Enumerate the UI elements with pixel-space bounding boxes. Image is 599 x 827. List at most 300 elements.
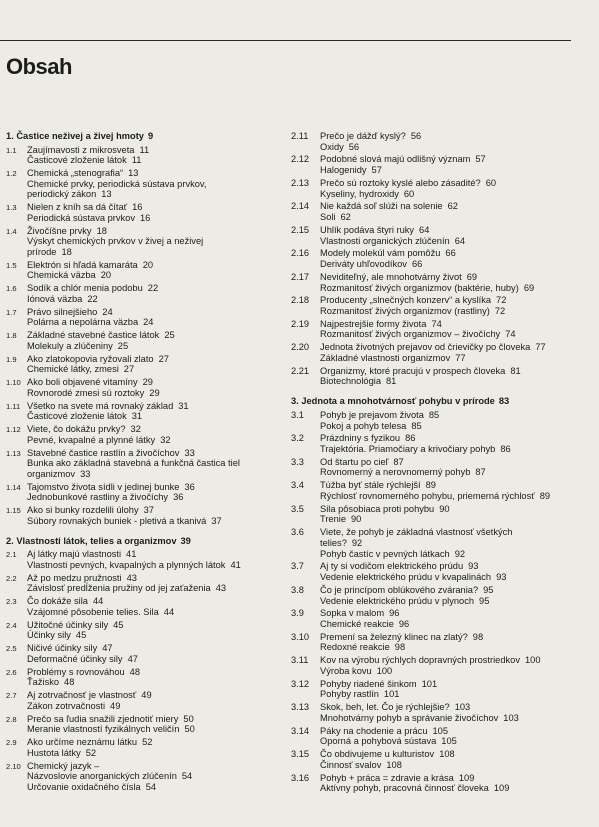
entry-text: Jednobunkové rastliny a živočíchy <box>27 492 169 503</box>
entry-line <box>320 248 591 259</box>
entry-line <box>27 189 288 200</box>
entry-text: Ako boli objavené vitamíny <box>27 377 138 388</box>
section-page-number: 83 <box>498 396 510 407</box>
entry-page-number: 74 <box>431 318 442 329</box>
entry-page-number: 108 <box>386 759 402 770</box>
entry-page-number: 47 <box>102 643 113 654</box>
entry-page-number: 98 <box>394 642 406 653</box>
entry-page-number: 93 <box>496 572 507 583</box>
entry-line <box>27 168 288 179</box>
entry-page-number: 13 <box>128 168 139 179</box>
entry-text: Živočíšne prvky <box>27 225 92 236</box>
entry-text: Základné vlastnosti organizmov <box>320 352 451 363</box>
entry-page-number: 50 <box>183 713 194 724</box>
entry-page-number: 109 <box>493 783 510 794</box>
entry-page-number: 62 <box>340 212 351 223</box>
toc-entry <box>6 260 288 281</box>
entry-text: Časticové zloženie látok <box>27 155 127 166</box>
entry-text: Čo dokáže sila <box>27 596 88 607</box>
entry-page-number: 33 <box>184 447 195 458</box>
toc-entry <box>291 773 591 794</box>
entry-text: Trenie <box>320 514 347 525</box>
entry-page-number: 100 <box>524 655 541 666</box>
toc-entry <box>6 202 288 223</box>
entry-page-number: 24 <box>102 306 113 317</box>
entry-number: 1.12 <box>6 425 21 435</box>
entry-number: 1.14 <box>6 482 21 492</box>
entry-text: Premení sa železný klinec na zlatý? <box>320 631 468 642</box>
entry-number: 3.1 <box>291 409 304 420</box>
entry-text: Základné stavebné častice látok <box>27 330 160 341</box>
entry-text: Stavebné častice rastlín a živočíchov <box>27 447 180 458</box>
entry-text: Iónová väzba <box>27 293 83 304</box>
entry-line <box>320 295 591 306</box>
entry-number: 1.7 <box>6 307 17 317</box>
entry-text: Pohyb častíc v pevných látkach <box>320 548 450 559</box>
entry-text: Ako určíme neznámu látku <box>27 737 138 748</box>
entry-text: Chemické prvky, periodická sústava prvkov, <box>27 178 207 189</box>
entry-body <box>27 307 288 328</box>
section-gap <box>291 389 591 396</box>
entry-page-number: 64 <box>454 235 466 246</box>
entry-page-number: 95 <box>479 595 490 606</box>
entry-line <box>320 702 591 713</box>
entry-line <box>320 189 591 200</box>
entry-text: Výskyt chemických prvkov v živej a neživej <box>27 236 204 247</box>
entry-number: 2.1 <box>6 550 17 560</box>
toc-entry <box>6 377 288 398</box>
toc-entry <box>6 573 288 594</box>
entry-page-number: 89 <box>539 490 551 501</box>
entry-text: Vlastnosti pevných, kvapalných a plynných látok <box>27 559 226 570</box>
toc-entry <box>291 561 591 582</box>
entry-text: Prečo je dážď kyslý? <box>320 131 406 141</box>
toc-entry <box>6 667 288 688</box>
entry-body <box>27 737 288 758</box>
toc-entry <box>6 549 288 570</box>
entry-line <box>27 411 288 422</box>
entry-text: Názvoslovie anorganických zlúčenín <box>27 771 177 782</box>
entry-text: prírode <box>27 246 57 257</box>
entry-text: Problémy s rovnováhou <box>27 666 125 677</box>
toc-entry <box>6 283 288 304</box>
entry-text: Užitočné účinky sily <box>27 619 109 630</box>
entry-body <box>320 201 591 222</box>
entry-number: 1.9 <box>6 354 17 364</box>
toc-entry <box>291 749 591 770</box>
entry-text: Deriváty uhľovodíkov <box>320 259 407 270</box>
entry-body <box>320 504 591 525</box>
entry-body <box>27 667 288 688</box>
entry-number: 2.8 <box>6 714 17 724</box>
entry-line <box>320 549 591 560</box>
entry-line <box>320 783 591 794</box>
entry-text: Zaujímavosti z mikrosveta <box>27 144 135 155</box>
toc-entry <box>6 307 288 328</box>
entry-line <box>27 226 288 237</box>
entry-line <box>27 737 288 748</box>
entry-text: Právo silnejšieho <box>27 306 98 317</box>
toc-entry <box>291 272 591 293</box>
entry-number: 3.14 <box>291 725 310 736</box>
entry-page-number: 77 <box>455 352 466 363</box>
entry-page-number: 49 <box>141 690 152 701</box>
entry-page-number: 57 <box>371 165 382 176</box>
entry-line <box>27 317 288 328</box>
entry-page-number: 81 <box>386 376 397 387</box>
entry-text: Rozmanitosť živých organizmov – živočíchy <box>320 329 501 340</box>
entry-text: Sila pôsobiaca proti pohybu <box>320 503 435 514</box>
toc-entry <box>291 679 591 700</box>
entry-line <box>27 620 288 631</box>
entry-line <box>320 666 591 677</box>
entry-text: Ťažisko <box>27 677 60 688</box>
entry-number: 2.18 <box>291 295 310 306</box>
entry-text: Až po medzu pružnosti <box>27 572 122 583</box>
entry-line <box>27 492 288 503</box>
toc-entry <box>291 726 591 747</box>
entry-line <box>27 607 288 618</box>
entry-text: Časticové zloženie látok <box>27 411 127 422</box>
entry-text: Polárna a nepolárna väzba <box>27 317 139 328</box>
entry-text: Oxidy <box>320 141 344 152</box>
toc-entry <box>6 354 288 375</box>
entry-page-number: 96 <box>389 608 400 619</box>
entry-number: 1.5 <box>6 260 17 270</box>
entry-body <box>320 749 591 770</box>
entry-line <box>320 642 591 653</box>
entry-body <box>320 366 591 387</box>
toc-entry <box>6 424 288 445</box>
entry-line <box>27 714 288 725</box>
entry-number: 2.9 <box>6 738 17 748</box>
entry-body <box>27 377 288 398</box>
toc-entry <box>6 714 288 735</box>
entry-line <box>27 596 288 607</box>
entry-body <box>320 585 591 606</box>
entry-body <box>320 561 591 582</box>
entry-line <box>320 491 591 502</box>
entry-text: Vedenie elektrického prúdu v kvapalinách <box>320 572 492 583</box>
entry-text: Periodická sústava prvkov <box>27 212 135 223</box>
entry-text: Halogenidy <box>320 165 367 176</box>
toc-entry <box>291 201 591 222</box>
entry-line <box>27 560 288 571</box>
entry-line <box>27 179 288 190</box>
entry-text: Uhlík podáva štyri ruky <box>320 224 415 235</box>
entry-text: Prečo sú roztoky kyslé alebo zásadité? <box>320 177 481 188</box>
entry-line <box>27 294 288 305</box>
entry-line <box>320 410 591 421</box>
entry-page-number: 48 <box>129 666 141 677</box>
section-title: 1. Častice neživej a živej hmoty <box>6 131 144 141</box>
entry-number: 3.16 <box>291 772 310 783</box>
entry-text: Sopka v malom <box>320 608 385 619</box>
entry-line <box>27 771 288 782</box>
entry-text: Výroba kovu <box>320 665 372 676</box>
entry-body <box>320 527 591 559</box>
entry-text: telies? <box>320 537 347 548</box>
entry-line <box>320 306 591 317</box>
entry-line <box>320 236 591 247</box>
entry-text: Ako zlatokopovia ryžovali zlato <box>27 353 154 364</box>
toc-entry <box>6 226 288 258</box>
entry-text: Určovanie oxidačného čísla <box>27 781 141 792</box>
toc-entry <box>6 690 288 711</box>
entry-text: Elektrón si hľadá kamaráta <box>27 259 138 270</box>
entry-page-number: 45 <box>75 630 87 641</box>
entry-page-number: 72 <box>496 295 507 306</box>
toc-entry <box>6 596 288 617</box>
entry-line <box>27 377 288 388</box>
entry-page-number: 90 <box>351 514 362 525</box>
entry-page-number: 103 <box>454 702 471 713</box>
entry-page-number: 20 <box>100 270 112 281</box>
entry-line <box>27 354 288 365</box>
entry-page-number: 32 <box>160 434 171 445</box>
entry-body <box>27 424 288 445</box>
entry-line <box>320 514 591 525</box>
toc-entry <box>291 131 591 152</box>
entry-line <box>27 724 288 735</box>
entry-page-number: 105 <box>432 725 449 736</box>
entry-text: Činnosť svalov <box>320 759 382 770</box>
entry-number: 1.10 <box>6 378 21 388</box>
entry-line <box>320 596 591 607</box>
entry-page-number: 93 <box>468 561 479 572</box>
entry-number: 2.15 <box>291 224 310 235</box>
entry-number: 2.2 <box>6 573 17 583</box>
entry-number: 1.13 <box>6 448 21 458</box>
entry-line <box>320 504 591 515</box>
entry-number: 3.13 <box>291 702 310 713</box>
entry-text: Túžba byť stále rýchlejší <box>320 480 421 491</box>
entry-text: Rozmanitosť živých organizmov (rastliny) <box>320 305 490 316</box>
entry-text: Neviditeľný, ale mnohotvárny život <box>320 271 462 282</box>
entry-text: Čo je princípom oblúkového zvárania? <box>320 584 479 595</box>
entry-text: Soli <box>320 212 336 223</box>
entry-page-number: 109 <box>458 772 475 783</box>
entry-line <box>27 782 288 793</box>
entry-body <box>320 433 591 454</box>
toc-entry <box>291 319 591 340</box>
entry-line <box>27 388 288 399</box>
entry-line <box>27 341 288 352</box>
section-page-number: 9 <box>147 131 154 141</box>
entry-page-number: 49 <box>110 700 121 711</box>
entry-body <box>320 410 591 431</box>
entry-number: 3.12 <box>291 678 310 689</box>
entry-page-number: 95 <box>483 584 494 595</box>
entry-text: Pevné, kvapalné a plynné látky <box>27 434 156 445</box>
toc-entry <box>6 620 288 641</box>
toc-entry <box>291 608 591 629</box>
entry-line <box>320 272 591 283</box>
entry-line <box>320 726 591 737</box>
entry-page-number: 86 <box>405 433 416 444</box>
entry-page-number: 44 <box>163 606 175 617</box>
entry-body <box>27 482 288 503</box>
entry-number: 1.11 <box>6 401 21 411</box>
entry-line <box>320 433 591 444</box>
entry-text: Podobné slová majú odlišný význam <box>320 154 471 165</box>
entry-page-number: 22 <box>87 293 98 304</box>
entry-page-number: 25 <box>117 340 129 351</box>
entry-text: Viete, čo dokážu prvky? <box>27 424 126 435</box>
entry-line <box>27 458 288 469</box>
entry-text: Redoxné reakcie <box>320 642 390 653</box>
entry-text: Vedenie elektrického prúdu v plynoch <box>320 595 475 606</box>
toc-entry <box>6 643 288 664</box>
entry-body <box>320 272 591 293</box>
entry-text: periodický zákon <box>27 189 97 200</box>
entry-text: Chemický jazyk – <box>27 760 100 771</box>
entry-line <box>320 154 591 165</box>
entry-text: Rozmanitosť živých organizmov (baktérie, huby) <box>320 282 519 293</box>
toc-entry <box>6 448 288 480</box>
entry-page-number: 62 <box>447 201 458 212</box>
toc-entry <box>291 342 591 363</box>
entry-page-number: 44 <box>92 596 104 607</box>
entry-number: 2.20 <box>291 342 310 353</box>
entry-page-number: 86 <box>500 444 511 454</box>
entry-text: Molekuly a zlúčeniny <box>27 340 113 351</box>
toc-entry <box>291 632 591 653</box>
entry-line <box>27 701 288 712</box>
entry-line <box>320 632 591 643</box>
entry-page-number: 18 <box>96 225 107 236</box>
entry-line <box>27 690 288 701</box>
entry-number: 3.9 <box>291 608 304 619</box>
entry-number: 2.6 <box>6 667 17 677</box>
entry-line <box>27 583 288 594</box>
entry-body <box>27 620 288 641</box>
section-title: 2. Vlastnosti látok, telies a organizmov <box>6 535 177 546</box>
entry-text: Mnohotvárny pohyb a správanie živočíchov <box>320 712 499 723</box>
entry-page-number: 105 <box>441 736 457 747</box>
entry-line <box>320 773 591 784</box>
entry-text: Rýchlosť rovnomerného pohybu, priemerná rýchlosť <box>320 490 535 501</box>
entry-body <box>27 330 288 351</box>
entry-line <box>27 364 288 375</box>
entry-line <box>27 761 288 772</box>
section-heading <box>291 396 591 407</box>
toc-entry <box>6 505 288 526</box>
entry-number: 3.4 <box>291 480 304 491</box>
entry-text: Prázdniny s fyzikou <box>320 433 401 444</box>
entry-number: 1.8 <box>6 331 17 341</box>
toc-entry <box>291 585 591 606</box>
entry-text: Chemická „stenografia“ <box>27 168 124 179</box>
entry-line <box>27 202 288 213</box>
entry-number: 3.5 <box>291 503 304 514</box>
entry-body <box>27 226 288 258</box>
entry-number: 1.1 <box>6 145 17 155</box>
entry-text: Aktívny pohyb, pracovná činnosť človeka <box>320 783 489 794</box>
entry-body <box>320 702 591 723</box>
entry-page-number: 92 <box>454 548 466 559</box>
entry-body <box>320 131 591 152</box>
header-rule <box>0 40 571 41</box>
entry-page-number: 20 <box>142 259 154 270</box>
entry-number: 1.4 <box>6 226 17 236</box>
entry-body <box>27 260 288 281</box>
toc-entry <box>291 178 591 199</box>
toc-entry <box>6 761 288 793</box>
entry-page-number: 48 <box>64 677 75 688</box>
entry-line <box>320 760 591 771</box>
entry-page-number: 18 <box>61 246 72 257</box>
entry-body <box>27 448 288 480</box>
entry-page-number: 66 <box>445 248 456 259</box>
entry-line <box>27 435 288 446</box>
entry-page-number: 69 <box>523 282 535 293</box>
toc-entry <box>291 248 591 269</box>
entry-text: Ničivé účinky sily <box>27 643 98 654</box>
section-heading <box>6 131 288 142</box>
entry-line <box>320 585 591 596</box>
entry-page-number: 47 <box>127 653 138 664</box>
entry-text: Modely molekúl vám pomôžu <box>320 248 441 259</box>
entry-number: 2.4 <box>6 620 17 630</box>
entry-number: 3.10 <box>291 631 310 642</box>
entry-line <box>27 236 288 247</box>
entry-number: 2.17 <box>291 271 310 282</box>
entry-body <box>27 761 288 793</box>
entry-text: Producenty „slnečných konzerv“ a kyslíka <box>320 295 492 306</box>
toc-entry <box>291 295 591 316</box>
entry-text: Rovnorodé zmesi sú roztoky <box>27 387 145 398</box>
entry-text: Biotechnológia <box>320 376 381 387</box>
entry-page-number: 24 <box>143 317 154 328</box>
entry-line <box>320 572 591 583</box>
entry-line <box>320 259 591 270</box>
entry-page-number: 108 <box>439 749 455 760</box>
entry-line <box>27 482 288 493</box>
toc-entry <box>6 330 288 351</box>
entry-body <box>320 679 591 700</box>
entry-line <box>27 424 288 435</box>
entry-line <box>320 178 591 189</box>
entry-text: Trajektória. Priamočiary a krivočiary pohyb <box>320 444 496 454</box>
entry-number: 3.3 <box>291 456 304 467</box>
entry-text: Vzájomné pôsobenie telies. Sila <box>27 606 159 617</box>
entry-text: Prečo sa ľudia snažili zjednotiť miery <box>27 713 179 724</box>
entry-number: 2.13 <box>291 177 310 188</box>
entry-number: 2.7 <box>6 691 17 701</box>
entry-text: Organizmy, ktoré pracujú v prospech človeka <box>320 365 506 376</box>
entry-text: Rovnomerný a nerovnomerný pohyb <box>320 467 471 478</box>
entry-line <box>320 538 591 549</box>
entry-line <box>320 131 591 142</box>
entry-page-number: 25 <box>164 330 175 341</box>
section-gap <box>6 529 288 536</box>
entry-line <box>320 467 591 478</box>
entry-text: Hustota látky <box>27 747 81 758</box>
entry-body <box>27 145 288 166</box>
entry-page-number: 11 <box>139 144 150 155</box>
entry-line <box>27 516 288 527</box>
entry-body <box>320 225 591 246</box>
entry-text: Pokoj a pohyb telesa <box>320 420 407 431</box>
toc-entry <box>291 366 591 387</box>
entry-number: 2.19 <box>291 318 310 329</box>
entry-line <box>27 330 288 341</box>
entry-line <box>320 376 591 387</box>
toc-entry <box>291 433 591 454</box>
entry-line <box>320 353 591 364</box>
entry-page-number: 74 <box>505 329 516 340</box>
